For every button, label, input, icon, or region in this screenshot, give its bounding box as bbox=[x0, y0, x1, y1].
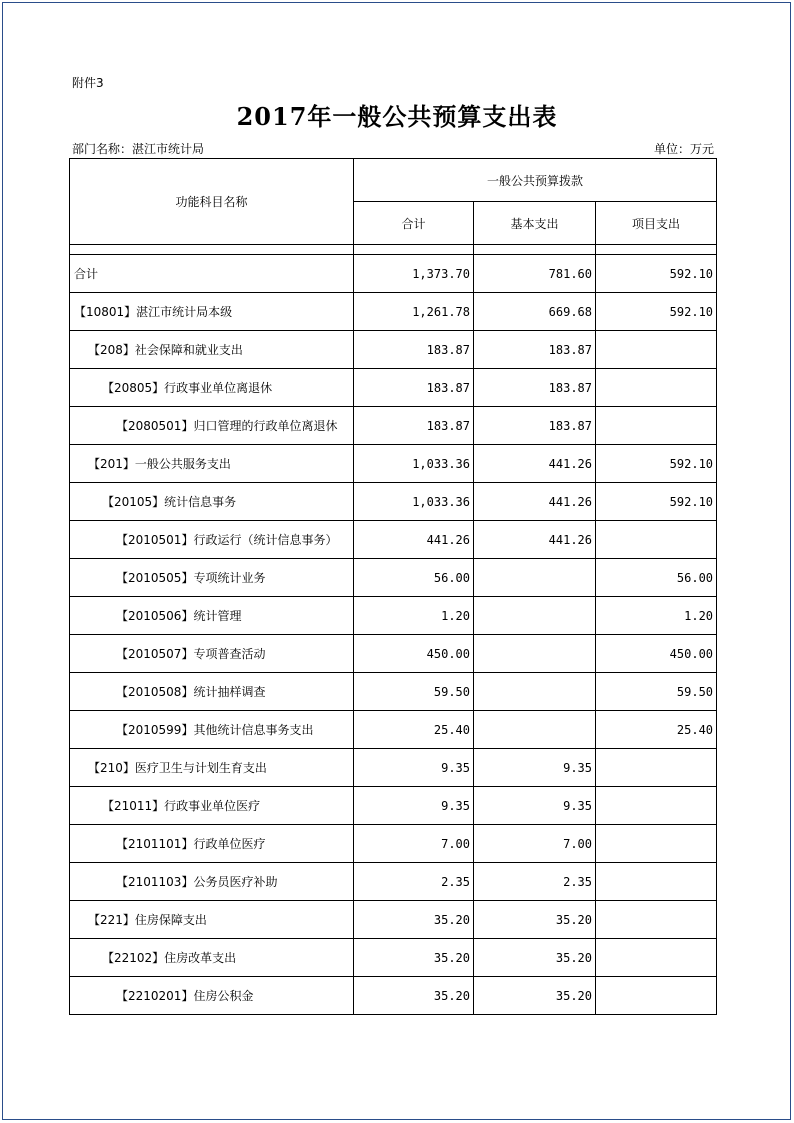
row-name-cell: 【2101103】公务员医疗补助 bbox=[70, 863, 354, 901]
row-project-cell: 592.10 bbox=[596, 483, 717, 521]
row-name-cell: 【2210201】住房公积金 bbox=[70, 977, 354, 1015]
row-name-cell: 【22102】住房改革支出 bbox=[70, 939, 354, 977]
table-row bbox=[70, 331, 717, 369]
table-row bbox=[70, 559, 717, 597]
row-name-cell: 【10801】湛江市统计局本级 bbox=[70, 293, 354, 331]
row-project-cell: 25.40 bbox=[596, 711, 717, 749]
row-name-cell: 【2010507】专项普查活动 bbox=[70, 635, 354, 673]
row-total-cell: 441.26 bbox=[354, 521, 474, 559]
row-project-cell: 592.10 bbox=[596, 255, 717, 293]
row-total-cell: 1,261.78 bbox=[354, 293, 474, 331]
header-function-name: 功能科目名称 bbox=[70, 159, 354, 245]
row-total-cell: 1,373.70 bbox=[354, 255, 474, 293]
table-row bbox=[70, 293, 717, 331]
row-basic-cell: 441.26 bbox=[474, 521, 596, 559]
row-total-cell: 450.00 bbox=[354, 635, 474, 673]
spacer-cell bbox=[596, 245, 717, 255]
row-basic-cell: 7.00 bbox=[474, 825, 596, 863]
row-project-cell bbox=[596, 901, 717, 939]
table-row bbox=[70, 635, 717, 673]
row-project-cell bbox=[596, 977, 717, 1015]
row-name-cell: 【2080501】归口管理的行政单位离退休 bbox=[70, 407, 354, 445]
header-general-budget: 一般公共预算拨款 bbox=[354, 159, 717, 202]
spacer-cell bbox=[474, 245, 596, 255]
row-basic-cell: 441.26 bbox=[474, 483, 596, 521]
row-project-cell: 592.10 bbox=[596, 293, 717, 331]
row-basic-cell bbox=[474, 635, 596, 673]
row-basic-cell bbox=[474, 559, 596, 597]
row-basic-cell: 781.60 bbox=[474, 255, 596, 293]
row-total-cell: 1,033.36 bbox=[354, 445, 474, 483]
row-project-cell bbox=[596, 787, 717, 825]
table-row bbox=[70, 673, 717, 711]
row-basic-cell: 35.20 bbox=[474, 939, 596, 977]
row-project-cell bbox=[596, 825, 717, 863]
row-name-cell: 【2010506】统计管理 bbox=[70, 597, 354, 635]
row-project-cell bbox=[596, 369, 717, 407]
table-row bbox=[70, 825, 717, 863]
row-name-cell: 合计 bbox=[70, 255, 354, 293]
row-basic-cell bbox=[474, 711, 596, 749]
budget-table bbox=[69, 158, 717, 1015]
row-total-cell: 56.00 bbox=[354, 559, 474, 597]
table-row bbox=[70, 863, 717, 901]
table-row bbox=[70, 787, 717, 825]
row-project-cell: 592.10 bbox=[596, 445, 717, 483]
table-row bbox=[70, 749, 717, 787]
row-name-cell: 【2010505】专项统计业务 bbox=[70, 559, 354, 597]
header-project: 项目支出 bbox=[596, 202, 717, 245]
row-project-cell: 450.00 bbox=[596, 635, 717, 673]
row-name-cell: 【2010599】其他统计信息事务支出 bbox=[70, 711, 354, 749]
header-basic: 基本支出 bbox=[474, 202, 596, 245]
unit-label: 单位：万元 bbox=[653, 142, 714, 156]
row-project-cell bbox=[596, 863, 717, 901]
table-row bbox=[70, 483, 717, 521]
row-name-cell: 【221】住房保障支出 bbox=[70, 901, 354, 939]
row-project-cell: 59.50 bbox=[596, 673, 717, 711]
row-project-cell: 1.20 bbox=[596, 597, 717, 635]
table-row bbox=[70, 711, 717, 749]
table-row bbox=[70, 939, 717, 977]
table-row bbox=[70, 369, 717, 407]
row-name-cell: 【20805】行政事业单位离退休 bbox=[70, 369, 354, 407]
attachment-label: 附件3 bbox=[72, 76, 104, 90]
row-total-cell: 1.20 bbox=[354, 597, 474, 635]
row-basic-cell: 2.35 bbox=[474, 863, 596, 901]
row-name-cell: 【20105】统计信息事务 bbox=[70, 483, 354, 521]
header-spacer-row bbox=[70, 245, 717, 255]
row-basic-cell: 183.87 bbox=[474, 331, 596, 369]
row-name-cell: 【2101101】行政单位医疗 bbox=[70, 825, 354, 863]
spacer-cell bbox=[354, 245, 474, 255]
row-name-cell: 【2010508】统计抽样调查 bbox=[70, 673, 354, 711]
table-row bbox=[70, 901, 717, 939]
table-row bbox=[70, 445, 717, 483]
table-row bbox=[70, 597, 717, 635]
row-total-cell: 35.20 bbox=[354, 901, 474, 939]
row-total-cell: 2.35 bbox=[354, 863, 474, 901]
row-basic-cell bbox=[474, 673, 596, 711]
row-basic-cell: 9.35 bbox=[474, 749, 596, 787]
row-basic-cell: 183.87 bbox=[474, 369, 596, 407]
row-total-cell: 9.35 bbox=[354, 749, 474, 787]
row-project-cell bbox=[596, 939, 717, 977]
row-basic-cell: 441.26 bbox=[474, 445, 596, 483]
row-basic-cell: 183.87 bbox=[474, 407, 596, 445]
row-total-cell: 25.40 bbox=[354, 711, 474, 749]
row-total-cell: 183.87 bbox=[354, 407, 474, 445]
table-row bbox=[70, 255, 717, 293]
row-basic-cell: 9.35 bbox=[474, 787, 596, 825]
department-label: 部门名称：湛江市统计局 bbox=[72, 142, 205, 156]
row-project-cell: 56.00 bbox=[596, 559, 717, 597]
row-basic-cell: 669.68 bbox=[474, 293, 596, 331]
row-total-cell: 59.50 bbox=[354, 673, 474, 711]
spacer-cell bbox=[70, 245, 354, 255]
row-basic-cell: 35.20 bbox=[474, 901, 596, 939]
row-total-cell: 9.35 bbox=[354, 787, 474, 825]
row-total-cell: 183.87 bbox=[354, 331, 474, 369]
row-basic-cell bbox=[474, 597, 596, 635]
row-total-cell: 183.87 bbox=[354, 369, 474, 407]
table-row bbox=[70, 521, 717, 559]
row-name-cell: 【208】社会保障和就业支出 bbox=[70, 331, 354, 369]
row-basic-cell: 35.20 bbox=[474, 977, 596, 1015]
row-project-cell bbox=[596, 331, 717, 369]
table-row bbox=[70, 977, 717, 1015]
page-title: 2017年一般公共预算支出表 bbox=[236, 102, 558, 131]
row-total-cell: 7.00 bbox=[354, 825, 474, 863]
row-project-cell bbox=[596, 407, 717, 445]
row-total-cell: 1,033.36 bbox=[354, 483, 474, 521]
row-total-cell: 35.20 bbox=[354, 939, 474, 977]
row-project-cell bbox=[596, 521, 717, 559]
row-name-cell: 【201】一般公共服务支出 bbox=[70, 445, 354, 483]
row-project-cell bbox=[596, 749, 717, 787]
row-name-cell: 【210】医疗卫生与计划生育支出 bbox=[70, 749, 354, 787]
row-total-cell: 35.20 bbox=[354, 977, 474, 1015]
row-name-cell: 【21011】行政事业单位医疗 bbox=[70, 787, 354, 825]
table-row bbox=[70, 407, 717, 445]
header-total: 合计 bbox=[354, 202, 474, 245]
row-name-cell: 【2010501】行政运行（统计信息事务） bbox=[70, 521, 354, 559]
